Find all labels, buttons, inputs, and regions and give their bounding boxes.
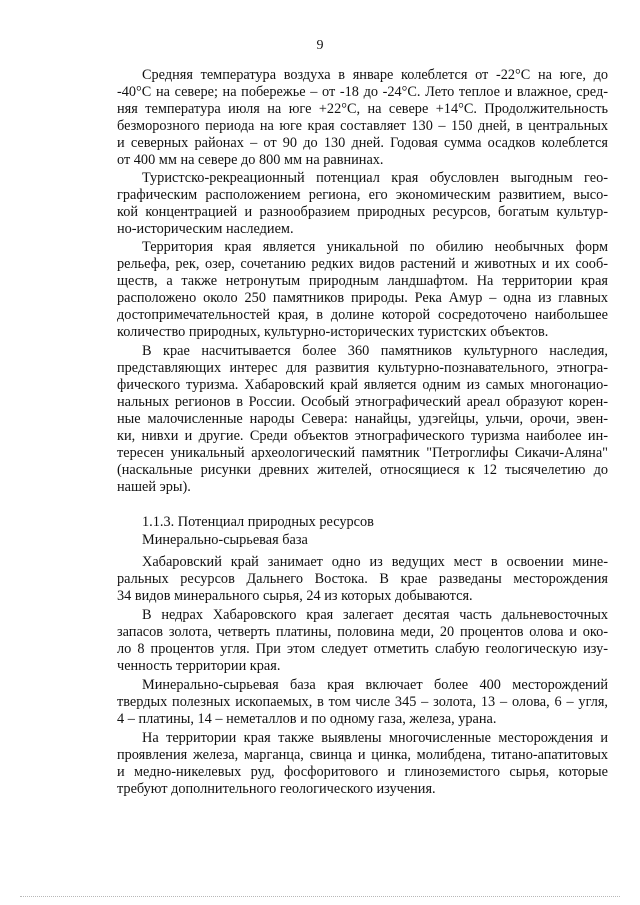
text-line: графическим расположением региона, его экономическим развитием, высо- bbox=[117, 187, 608, 203]
text-line: Территория края является уникальной по обилию необычных форм bbox=[142, 239, 608, 255]
text-line: ло 8 процентов угля. При этом следует отметить слабую геологическую изу- bbox=[117, 641, 608, 657]
text-line: расположено около 250 памятников природы. Река Амур – одна из главных bbox=[117, 290, 608, 306]
text-line: тересен уникальный археологический памятник "Петроглифы Сикачи-Аляна" bbox=[117, 445, 608, 461]
text-line: требуют дополнительного геологического изучения. bbox=[117, 781, 436, 797]
text-line: ральных ресурсов Дальнего Востока. В крае разведаны месторождения bbox=[117, 571, 608, 587]
text-line: В крае насчитывается более 360 памятников культурного наследия, bbox=[142, 343, 608, 359]
text-line: Средняя температура воздуха в январе колеблется от -22°С на юге, до bbox=[142, 67, 608, 83]
text-line: Хабаровский край занимает одно из ведущих мест в освоении мине- bbox=[142, 554, 608, 570]
text-line: 4 – платины, 14 – неметаллов и по одному газа, железа, урана. bbox=[117, 711, 497, 727]
text-line: нальных регионов в России. Особый этнографический ареал образуют корен- bbox=[117, 394, 608, 410]
text-line: но-историческим наследием. bbox=[117, 221, 294, 237]
text-line: кой концентрацией и разнообразием природных ресурсов, богатым культур- bbox=[117, 204, 608, 220]
text-line: -40°С на севере; на побережье – от -18 до -24°С. Лето теплое и влажное, сред- bbox=[117, 84, 608, 100]
text-line: Туристско-рекреационный потенциал края обусловлен выгодным гео- bbox=[142, 170, 608, 186]
page-number: 9 bbox=[316, 38, 324, 53]
text-line: ные малочисленные народы Севера: нанайцы, удэгейцы, ульчи, орочи, эвен- bbox=[117, 411, 608, 427]
text-line: нашей эры). bbox=[117, 479, 191, 495]
text-line: ки, нивхи и другие. Среди объектов этнографического туризма наиболее ин- bbox=[117, 428, 608, 444]
text-line: ществ, а также нетронутым природным ландшафтом. На территории края bbox=[117, 273, 608, 289]
scan-edge-artifact bbox=[20, 896, 620, 899]
text-line: На территории края также выявлены многочисленные месторождения и bbox=[142, 730, 608, 746]
text-line: и медно-никелевых руд, фосфоритового и глиноземистого сырья, которые bbox=[117, 764, 608, 780]
text-line: количество природных, культурно-исторических туристских объектов. bbox=[117, 324, 549, 340]
text-line: рельефа, рек, озер, сочетанию редких видов растений и животных и их сооб- bbox=[117, 256, 608, 272]
text-line: достопримечательностей края, в долине которой сосредоточено наибольшее bbox=[117, 307, 608, 323]
text-line: твердых полезных ископаемых, в том числе 345 – золота, 13 – олова, 6 – угля, bbox=[117, 694, 608, 710]
text-line: фического туризма. Хабаровский край является одним из самых многонацио- bbox=[117, 377, 608, 393]
subsection-heading: Минерально-сырьевая база bbox=[142, 532, 308, 548]
section-heading: 1.1.3. Потенциал природных ресурсов bbox=[142, 514, 374, 530]
text-line: от 400 мм на севере до 800 мм на равнинах. bbox=[117, 152, 384, 168]
text-line: представляющих интерес для развития культурно-познавательного, этногра- bbox=[117, 360, 608, 376]
text-line: запасов золота, четверть платины, половина меди, 20 процентов олова и око- bbox=[117, 624, 608, 640]
text-line: (наскальные рисунки древних жителей, относящиеся к 12 тысячелетию до bbox=[117, 462, 608, 478]
text-line: Минерально-сырьевая база края включает более 400 месторождений bbox=[142, 677, 608, 693]
text-line: ченность территории края. bbox=[117, 658, 281, 674]
text-line: и северных районах – от 90 до 130 дней. Годовая сумма осадков колеблется bbox=[117, 135, 608, 151]
text-line: безморозного периода на юге края составляет 130 – 150 дней, в центральных bbox=[117, 118, 608, 134]
text-line: проявления железа, марганца, свинца и цинка, молибдена, титано-апатитовых bbox=[117, 747, 608, 763]
text-line: няя температура июля на юге +22°С, на севере +14°С. Продолжительность bbox=[117, 101, 608, 117]
text-line: В недрах Хабаровского края залегает десятая часть дальневосточных bbox=[142, 607, 608, 623]
text-line: 34 видов минерального сырья, 24 из которых добываются. bbox=[117, 588, 473, 604]
